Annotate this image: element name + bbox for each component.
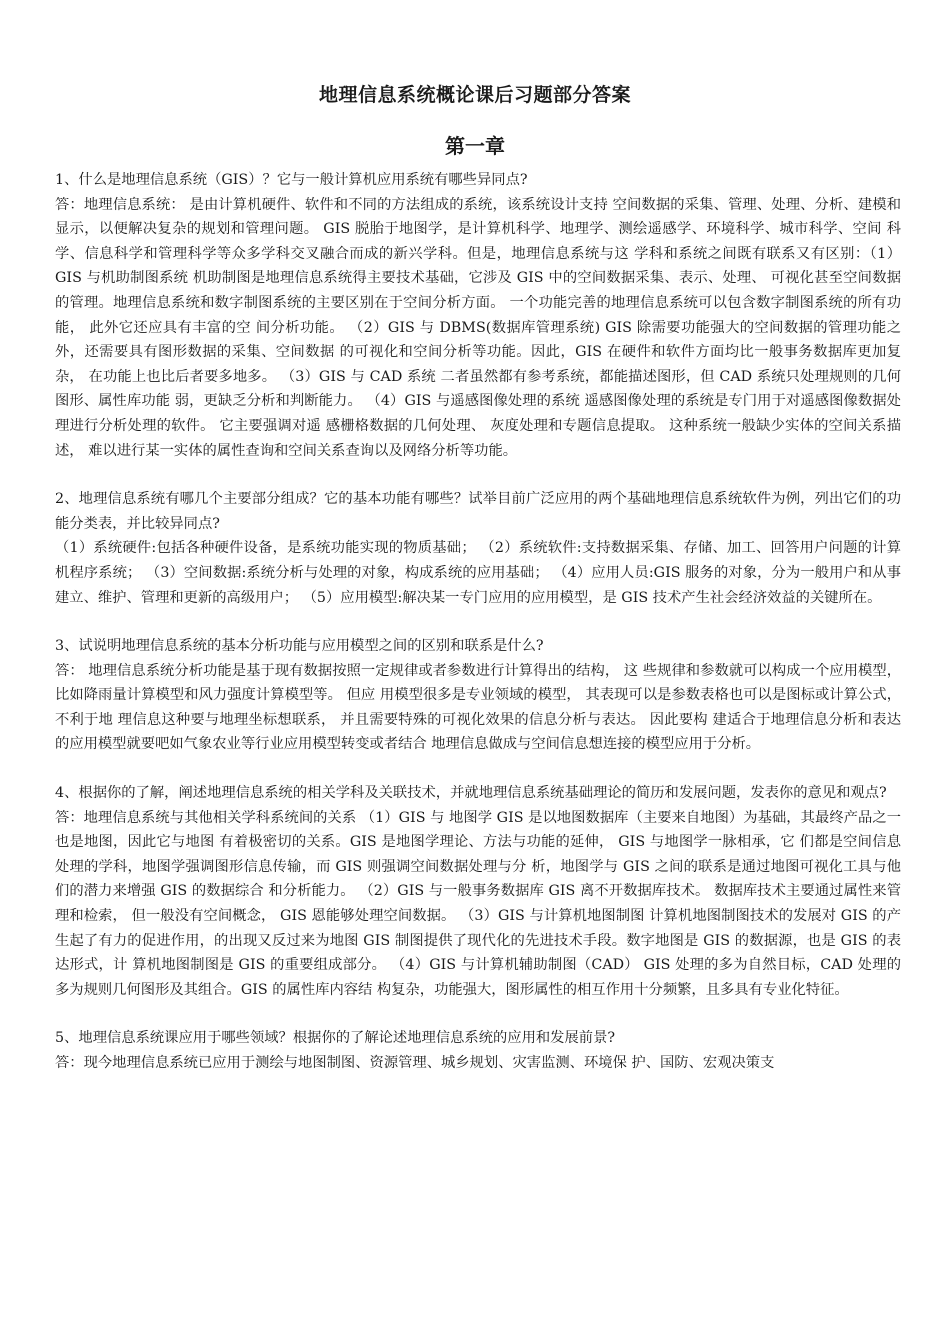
section-4: [55, 781, 901, 1002]
section-1: [55, 168, 901, 463]
document-title: 地理信息系统概论课后习题部分答案: [318, 84, 631, 106]
question-5: 5、地理信息系统课应用于哪些领域？根据你的了解论述地理信息系统的应用和发展前景?: [55, 1030, 616, 1047]
answer-4: 答：地理信息系统与其他相关学科系统间的关系 （1）GIS 与 地图学 GIS 是以地图数据库（主要来自地图）为基础，其最终产品之一也是地图，因此它与地图 有着极密切的关系。GIS 是地图学理论、方法与功能的延伸， GIS 与地图学一脉相承，它 们都是空间信息处理的学科，地图学强调图形信息传输，而 GIS 则强调空间数据处理与分 析，地图学与 GIS 之间的联系是通过地图可视化工具与他们的潜力来增强 GIS 的数据综合 和分析能力。 （2）GIS 与一般事务数据库 GIS 离不开数据库技术。 数据库技术主要通过属性来管理和检索， 但一般没有空间概念， GIS 恩能够处理空间数据。 （3）GIS 与计算机地图制图 计算机地图制图技术的发展对 GIS 的产生起了有力的促进作用，的出现又反过来为地图 GIS 制图提供了现代化的先进技术手段。数字地图是 GIS 的数据源，也是 GIS 的表达形式，计 算机地图制图是 GIS 的重要组成部分。 （4）GIS 与计算机辅助制图（CAD） GIS 处理的多为自然目标，CAD 处理的多为规则几何图形及其组合。GIS 的属性库内容结 构复杂，功能强大，图形属性的相互作用十分频繁，且多具有专业化特征。: [55, 809, 901, 998]
content-body: [55, 168, 901, 1076]
answer-1: 答：地理信息系统： 是由计算机硬件、软件和不同的方法组成的系统，该系统设计支持 空间数据的采集、管理、处理、分析、建模和显示，以便解决复杂的规划和管理问题。 GIS 脱胎于地图学，是计算机科学、地理学、测绘遥感学、环境科学、城市科学、空间 科学、信息科学和管理科学等众多学科交叉融合而成的新兴学科。但是，地理信息系统与这 学科和系统之间既有联系又有区别：（1） GIS 与机助制图系统 机助制图是地理信息系统得主要技术基础，它涉及 GIS 中的空间数据采集、表示、处理、 可视化甚至空间数据的管理。地理信息系统和数字制图系统的主要区别在于空间分析方面。 一个功能完善的地理信息系统可以包含数字制图系统的所有功能， 此外它还应具有丰富的空 间分析功能。 （2）GIS 与 DBMS(数据库管理系统) GIS 除需要功能强大的空间数据的管理功能之外，还需要具有图形数据的采集、空间数据 的可视化和空间分析等功能。因此，GIS 在硬件和软件方面均比一般事务数据库更加复杂， 在功能上也比后者要多地多。 （3）GIS 与 CAD 系统 二者虽然都有参考系统，都能描述图形，但 CAD 系统只处理规则的几何图形、属性库功能 弱，更缺乏分析和判断能力。 （4）GIS 与遥感图像处理的系统 遥感图像处理的系统是专门用于对遥感图像数据处理进行分析处理的软件。 它主要强调对遥 感栅格数据的几何处理、 灰度处理和专题信息提取。 这种系统一般缺少实体的空间关系描述， 难以进行某一实体的属性查询和空间关系查询以及网络分析等功能。: [55, 196, 901, 459]
section-2: [55, 487, 901, 610]
section-5: [55, 1026, 901, 1075]
chapter-heading: 第一章: [445, 134, 505, 158]
section-spacer: [55, 1002, 901, 1026]
answer-3: 答： 地理信息系统分析功能是基于现有数据按照一定规律或者参数进行计算得出的结构， 这 些规律和参数就可以构成一个应用模型， 比如降雨量计算模型和风力强度计算模型等。 但应 用模型很多是专业领域的模型， 其表现可以是参数表格也可以是图标或计算公式， 不利于地 理信息这种要与地理坐标想联系， 并且需要特殊的可视化效果的信息分析与表达。 因此要构 建适合于地理信息分析和表达的应用模型就要吧如气象农业等行业应用模型转变或者结合 地理信息做成与空间信息想连接的模型应用于分析。: [55, 662, 901, 753]
question-2: 2、地理信息系统有哪几个主要部分组成？它的基本功能有哪些？试举目前广泛应用的两个基础地理信息系统软件为例，列出它们的功能分类表，并比较异同点?: [55, 491, 901, 532]
section-spacer: [55, 463, 901, 487]
question-3: 3、试说明地理信息系统的基本分析功能与应用模型之间的区别和联系是什么?: [55, 638, 544, 655]
section-spacer: [55, 610, 901, 634]
section-3: [55, 634, 901, 757]
question-1: 1、什么是地理信息系统（GIS）？它与一般计算机应用系统有哪些异同点?: [55, 172, 528, 188]
answer-2: （1）系统硬件:包括各种硬件设备，是系统功能实现的物质基础； （2）系统软件:支持数据采集、存储、加工、回答用户问题的计算机程序系统； （3）空间数据:系统分析与处理的对象，构成系统的应用基础； （4）应用人员:GIS 服务的对象，分为一般用户和从事建立、维护、管理和更新的高级用户； （5）应用模型:解决某一专门应用的应用模型，是 GIS 技术产生社会经济效益的关键所在。: [55, 540, 901, 606]
section-spacer: [55, 757, 901, 781]
question-4: 4、根据你的了解，阐述地理信息系统的相关学科及关联技术，并就地理信息系统基础理论的简历和发展问题，发表你的意见和观点?: [55, 785, 887, 802]
answer-5: 答：现今地理信息系统已应用于测绘与地图制图、资源管理、城乡规划、灾害监测、环境保 护、国防、宏观决策支: [55, 1055, 775, 1071]
